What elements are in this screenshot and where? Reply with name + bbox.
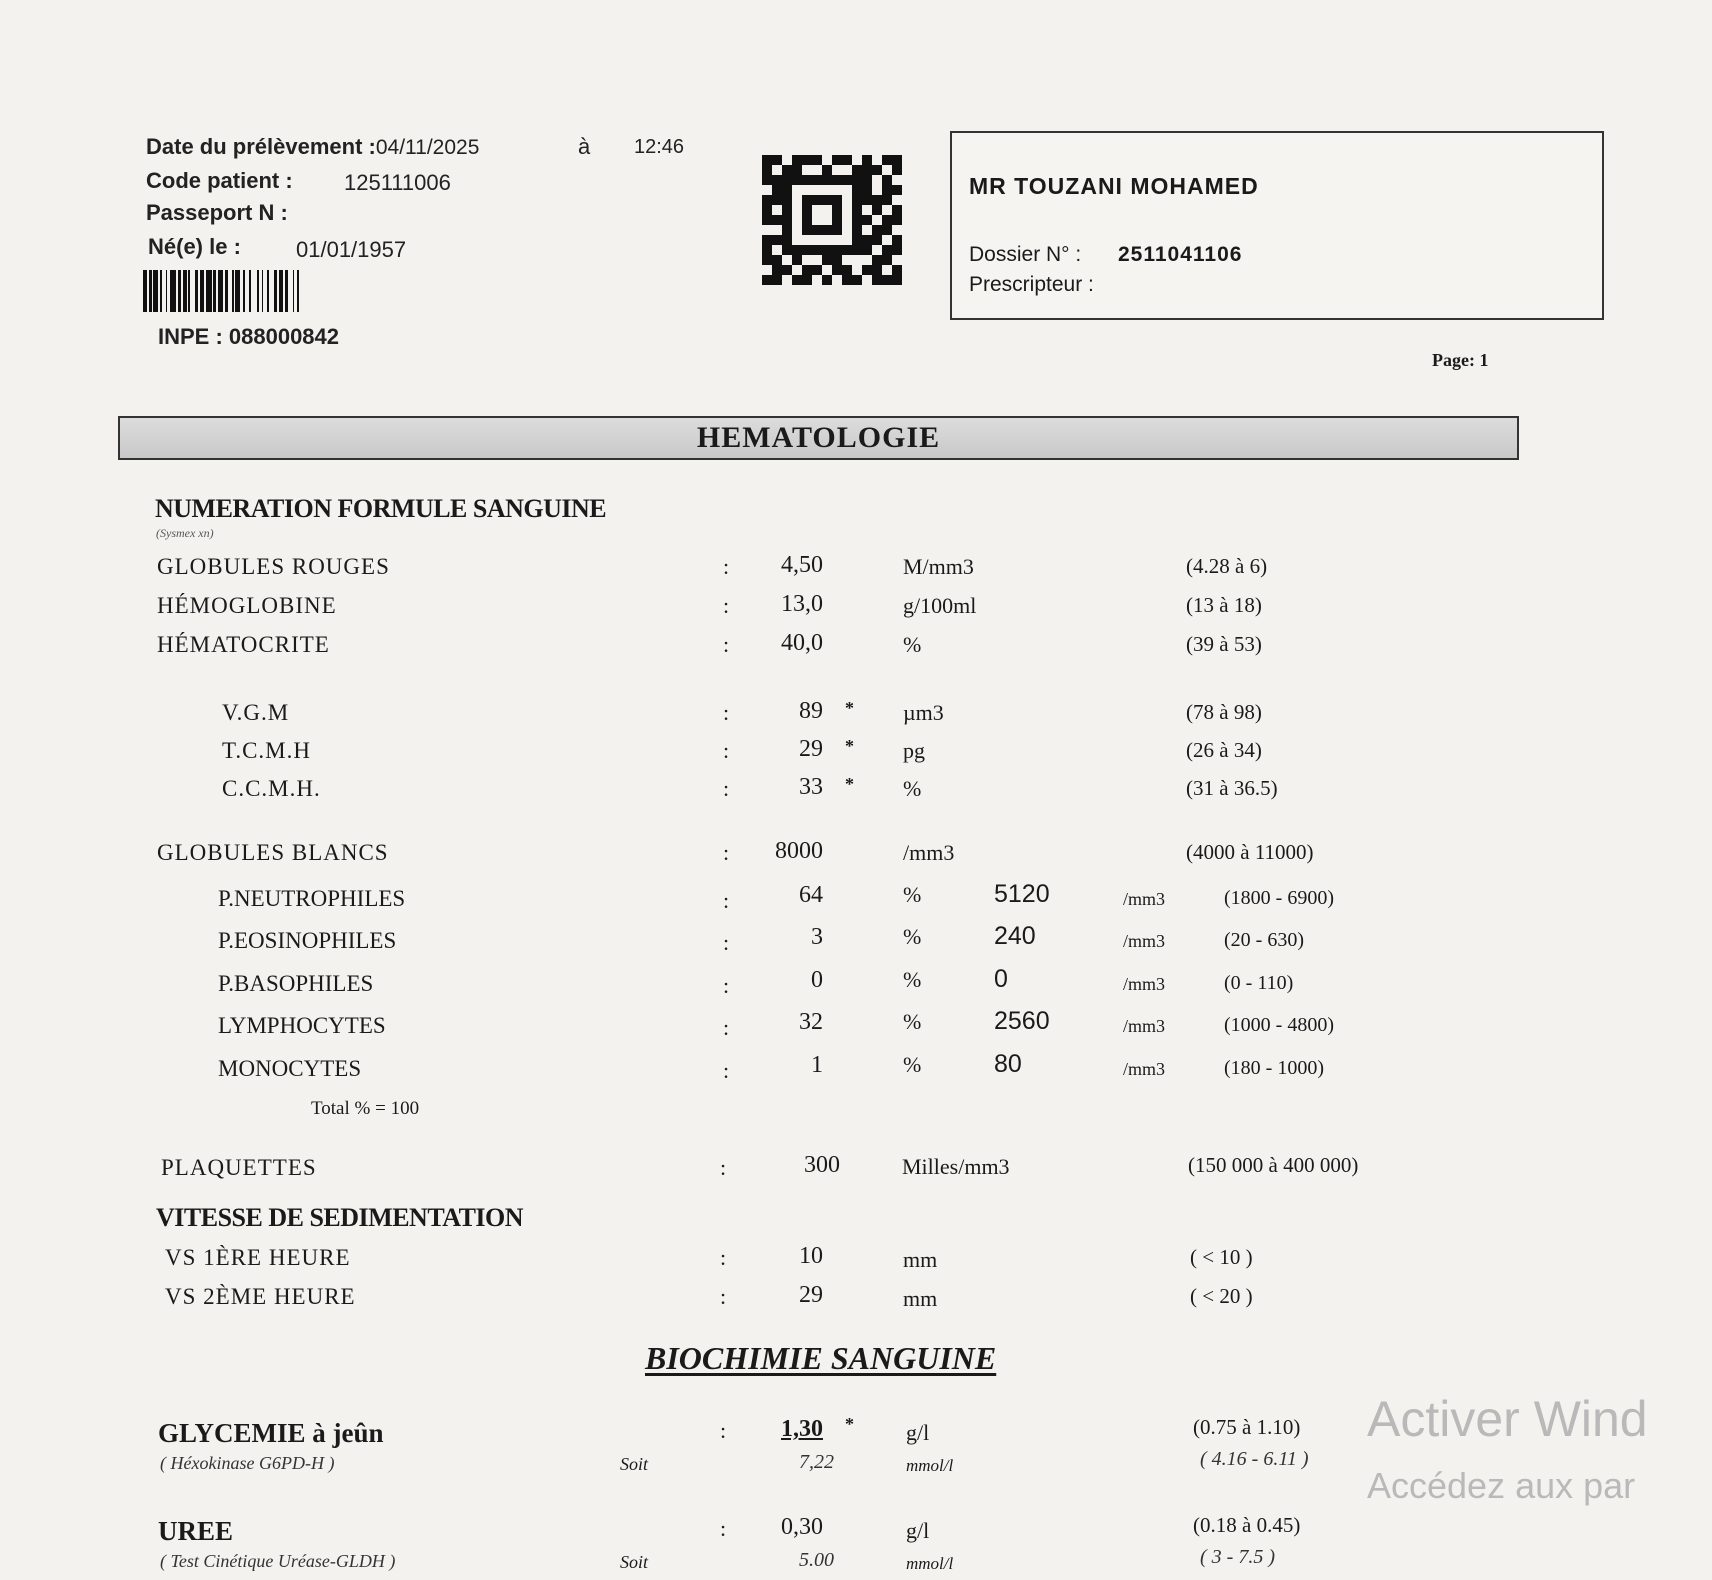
formula-percent-unit: % bbox=[903, 924, 922, 949]
formula-reference: (0 - 110) bbox=[1224, 972, 1294, 994]
bio-value-si: 5.00 bbox=[799, 1549, 834, 1571]
dossier-label: Dossier N° : bbox=[969, 243, 1082, 266]
biochimie-title: BIOCHIMIE SANGUINE bbox=[645, 1340, 997, 1376]
result-label: HÉMOGLOBINE bbox=[157, 593, 337, 618]
formula-label: LYMPHOCYTES bbox=[218, 1013, 386, 1038]
formula-percent-unit: % bbox=[903, 1052, 922, 1077]
result-value: 33 bbox=[799, 774, 823, 800]
colon: : bbox=[723, 554, 730, 579]
formula-reference: (1800 - 6900) bbox=[1224, 887, 1334, 909]
formula-absolute: 80 bbox=[994, 1050, 1022, 1078]
formula-percent: 64 bbox=[799, 882, 823, 908]
sample-date-line bbox=[146, 134, 479, 160]
formula-percent-unit: % bbox=[903, 1009, 922, 1034]
formula-absolute: 240 bbox=[994, 922, 1036, 950]
colon: : bbox=[723, 930, 730, 955]
plaquettes-value: 300 bbox=[804, 1152, 840, 1178]
colon: : bbox=[720, 1284, 727, 1309]
result-unit: % bbox=[903, 776, 922, 801]
bio-test-label: UREE bbox=[158, 1516, 234, 1546]
bio-test-label: GLYCEMIE à jeûn bbox=[158, 1418, 384, 1448]
qr-code-image bbox=[762, 155, 902, 285]
formula-absolute-unit: /mm3 bbox=[1123, 1059, 1166, 1079]
formula-percent-unit: % bbox=[903, 882, 922, 907]
formula-absolute: 0 bbox=[994, 965, 1008, 993]
formula-absolute: 5120 bbox=[994, 880, 1050, 908]
sample-time-value: 12:46 bbox=[634, 136, 685, 158]
colon: : bbox=[723, 593, 730, 618]
dob-label: Né(e) le : bbox=[148, 234, 241, 259]
result-label: T.C.M.H bbox=[222, 738, 311, 763]
activation-watermark-sub: Accédez aux par bbox=[1367, 1465, 1636, 1506]
passport-label: Passeport N : bbox=[146, 200, 288, 225]
nfs-analyzer-note: (Sysmex xn) bbox=[156, 526, 214, 540]
formula-reference: (180 - 1000) bbox=[1224, 1057, 1324, 1079]
bio-unit-si: mmol/l bbox=[906, 1456, 954, 1475]
vs-reference: ( < 20 ) bbox=[1190, 1284, 1253, 1308]
bio-reference-si: ( 4.16 - 6.11 ) bbox=[1200, 1448, 1309, 1470]
colon: : bbox=[723, 1058, 730, 1083]
formula-label: P.EOSINOPHILES bbox=[218, 928, 397, 953]
colon: : bbox=[720, 1245, 727, 1270]
patient-name: MR TOUZANI MOHAMED bbox=[969, 173, 1259, 199]
colon: : bbox=[723, 888, 730, 913]
result-unit: pg bbox=[903, 738, 925, 763]
abnormal-flag: * bbox=[845, 774, 854, 794]
reference-range: (26 à 34) bbox=[1186, 738, 1262, 762]
patient-info-box bbox=[950, 131, 1604, 320]
vs-label: VS 2ÈME HEURE bbox=[165, 1284, 356, 1309]
formula-absolute: 2560 bbox=[994, 1007, 1050, 1035]
time-separator: à bbox=[578, 134, 591, 159]
result-value: 40,0 bbox=[781, 630, 823, 656]
sample-date-value: 04/11/2025 bbox=[375, 136, 480, 159]
plaquettes-label: PLAQUETTES bbox=[161, 1155, 317, 1180]
inpe-number: INPE : 088000842 bbox=[158, 324, 340, 349]
reference-range: (13 à 18) bbox=[1186, 593, 1262, 617]
dob-value: 01/01/1957 bbox=[296, 237, 407, 262]
bio-reference: (0.75 à 1.10) bbox=[1193, 1415, 1301, 1439]
result-label: GLOBULES BLANCS bbox=[157, 840, 389, 865]
page-number: Page: 1 bbox=[1432, 350, 1489, 370]
bio-reference: (0.18 à 0.45) bbox=[1193, 1513, 1301, 1537]
prescripteur-label: Prescripteur : bbox=[969, 273, 1094, 296]
sample-date-label: Date du prélèvement : bbox=[146, 134, 376, 159]
colon: : bbox=[720, 1516, 727, 1541]
barcode-image bbox=[143, 270, 545, 312]
result-unit: % bbox=[903, 632, 922, 657]
formula-percent: 0 bbox=[811, 967, 823, 993]
result-label: V.G.M bbox=[222, 700, 290, 725]
result-unit: g/100ml bbox=[903, 593, 977, 618]
colon: : bbox=[723, 1015, 730, 1040]
dossier-number: 2511041106 bbox=[1118, 243, 1243, 266]
colon: : bbox=[723, 776, 730, 801]
result-label: HÉMATOCRITE bbox=[157, 632, 330, 657]
hematologie-title: HEMATOLOGIE bbox=[696, 421, 941, 454]
plaquettes-unit: Milles/mm3 bbox=[902, 1154, 1010, 1179]
bio-unit: g/l bbox=[906, 1420, 930, 1445]
bio-test-method: ( Test Cinétique Uréase-GLDH ) bbox=[160, 1551, 396, 1571]
colon: : bbox=[723, 738, 730, 763]
formula-label: P.NEUTROPHILES bbox=[218, 886, 406, 911]
activation-watermark: Activer Wind bbox=[1367, 1391, 1648, 1447]
result-unit: µm3 bbox=[903, 700, 944, 725]
result-label: GLOBULES ROUGES bbox=[157, 554, 390, 579]
vs-reference: ( < 10 ) bbox=[1190, 1245, 1253, 1269]
abnormal-flag: * bbox=[845, 1414, 854, 1434]
nfs-title: NUMERATION FORMULE SANGUINE bbox=[155, 494, 607, 523]
reference-range: (4000 à 11000) bbox=[1186, 840, 1314, 864]
plaquettes-ref: (150 000 à 400 000) bbox=[1188, 1153, 1359, 1177]
reference-range: (31 à 36.5) bbox=[1186, 776, 1278, 800]
bio-value-si: 7,22 bbox=[799, 1451, 834, 1473]
vs-value: 29 bbox=[799, 1282, 823, 1308]
result-value: 8000 bbox=[775, 838, 823, 864]
result-value: 89 bbox=[799, 698, 823, 724]
reference-range: (78 à 98) bbox=[1186, 700, 1262, 724]
colon: : bbox=[723, 700, 730, 725]
soit-label: Soit bbox=[620, 1552, 649, 1572]
colon: : bbox=[720, 1418, 727, 1443]
vs-title: VITESSE DE SEDIMENTATION bbox=[156, 1203, 524, 1232]
formula-absolute-unit: /mm3 bbox=[1123, 931, 1166, 951]
formula-absolute-unit: /mm3 bbox=[1123, 889, 1166, 909]
vs-value: 10 bbox=[799, 1243, 823, 1269]
hematologie-section-bar bbox=[118, 416, 1519, 460]
abnormal-flag: * bbox=[845, 698, 854, 718]
bio-unit-si: mmol/l bbox=[906, 1554, 954, 1573]
result-unit: /mm3 bbox=[903, 840, 955, 865]
formula-percent: 1 bbox=[811, 1052, 823, 1078]
result-label: C.C.M.H. bbox=[222, 776, 321, 801]
bio-unit: g/l bbox=[906, 1518, 930, 1543]
formula-label: P.BASOPHILES bbox=[218, 971, 374, 996]
formula-reference: (20 - 630) bbox=[1224, 929, 1304, 951]
soit-label: Soit bbox=[620, 1454, 649, 1474]
formula-label: MONOCYTES bbox=[218, 1056, 362, 1081]
formula-reference: (1000 - 4800) bbox=[1224, 1014, 1334, 1036]
vs-label: VS 1ÈRE HEURE bbox=[165, 1245, 351, 1270]
colon: : bbox=[723, 632, 730, 657]
result-value: 4,50 bbox=[781, 552, 823, 578]
result-value: 29 bbox=[799, 736, 823, 762]
bio-value: 0,30 bbox=[781, 1514, 823, 1540]
bio-value: 1,30 bbox=[781, 1416, 823, 1442]
bio-test-method: ( Héxokinase G6PD-H ) bbox=[160, 1453, 335, 1473]
vs-unit: mm bbox=[903, 1286, 938, 1311]
result-unit: M/mm3 bbox=[903, 554, 974, 579]
bio-reference-si: ( 3 - 7.5 ) bbox=[1200, 1546, 1275, 1568]
formula-percent: 32 bbox=[799, 1009, 823, 1035]
formula-absolute-unit: /mm3 bbox=[1123, 1016, 1166, 1036]
patient-code-line bbox=[146, 168, 293, 194]
colon: : bbox=[720, 1155, 727, 1180]
vs-unit: mm bbox=[903, 1247, 938, 1272]
patient-code-value: 125111006 bbox=[344, 170, 451, 195]
reference-range: (39 à 53) bbox=[1186, 632, 1262, 656]
abnormal-flag: * bbox=[845, 736, 854, 756]
formula-percent-unit: % bbox=[903, 967, 922, 992]
formula-total: Total % = 100 bbox=[311, 1098, 420, 1119]
colon: : bbox=[723, 840, 730, 865]
reference-range: (4.28 à 6) bbox=[1186, 554, 1268, 578]
formula-percent: 3 bbox=[811, 924, 823, 950]
formula-absolute-unit: /mm3 bbox=[1123, 974, 1166, 994]
colon: : bbox=[723, 973, 730, 998]
patient-code-label: Code patient : bbox=[146, 168, 293, 193]
result-value: 13,0 bbox=[781, 591, 823, 617]
